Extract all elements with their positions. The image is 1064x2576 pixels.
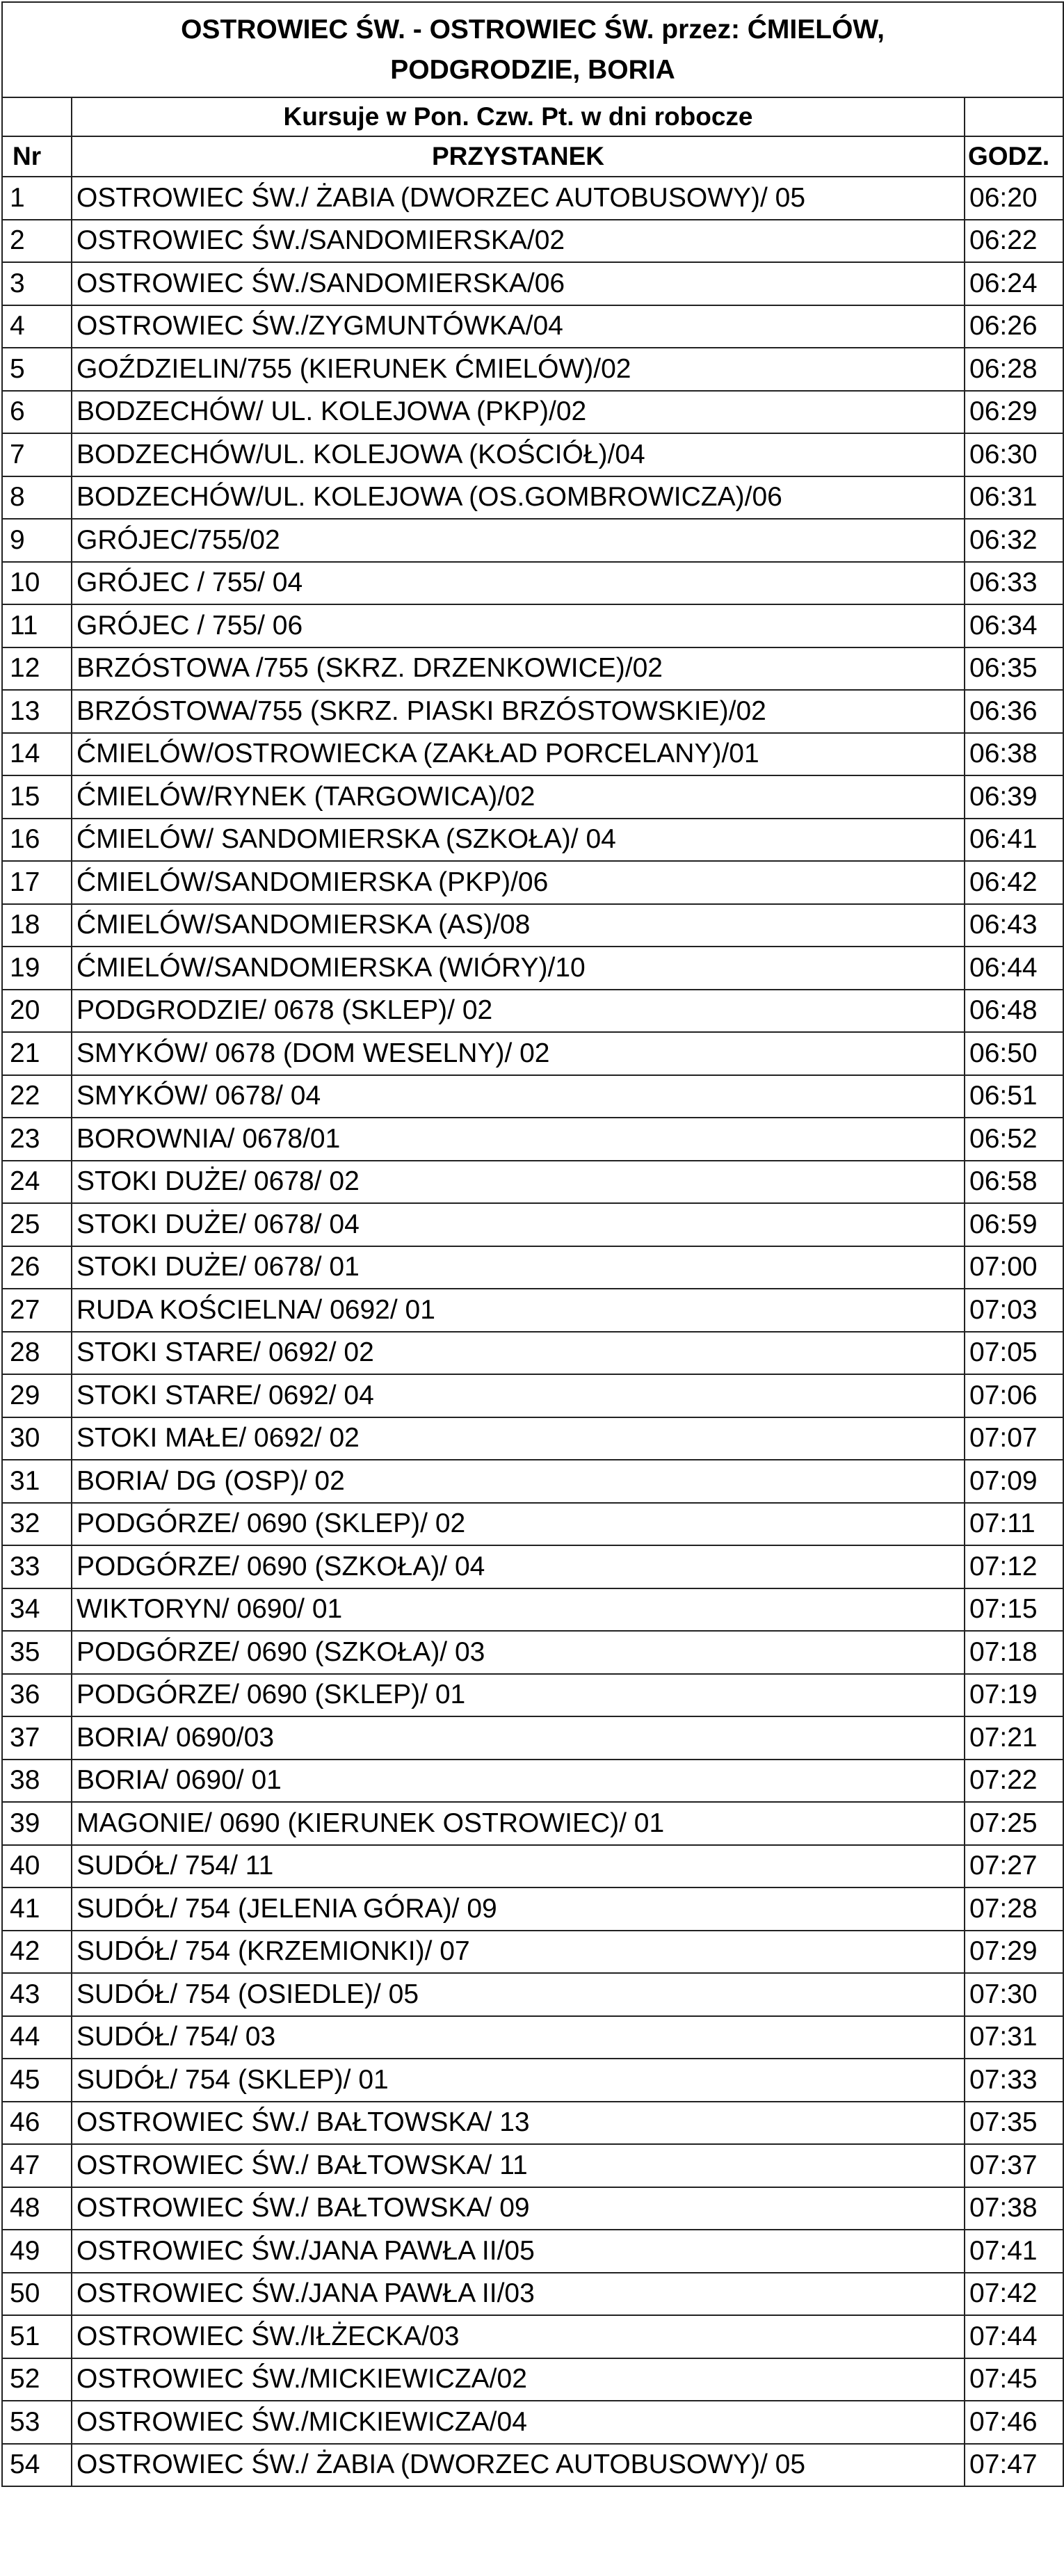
row-number: 28 (2, 1332, 72, 1375)
row-number: 7 (2, 433, 72, 476)
column-header-stop: PRZYSTANEK (72, 136, 965, 177)
departure-time: 07:33 (965, 2059, 1063, 2102)
row-number: 27 (2, 1289, 72, 1332)
row-number: 54 (2, 2444, 72, 2487)
stop-name: SUDÓŁ/ 754 (OSIEDLE)/ 05 (72, 1973, 965, 2016)
row-number: 26 (2, 1246, 72, 1289)
row-number: 16 (2, 819, 72, 862)
departure-time: 06:42 (965, 861, 1063, 904)
table-row (2, 2358, 1063, 2401)
stop-name: BORIA/ 0690/ 01 (72, 1760, 965, 1803)
row-number: 19 (2, 947, 72, 990)
row-number: 46 (2, 2102, 72, 2145)
table-row (2, 1802, 1063, 1845)
departure-time: 06:44 (965, 947, 1063, 990)
stop-name: WIKTORYN/ 0690/ 01 (72, 1588, 965, 1632)
row-number: 9 (2, 519, 72, 562)
departure-time: 06:33 (965, 562, 1063, 605)
table-row (2, 1460, 1063, 1503)
schedule-note-spacer-right (965, 97, 1063, 136)
departure-time: 07:09 (965, 1460, 1063, 1503)
stop-name: PODGÓRZE/ 0690 (SKLEP)/ 01 (72, 1674, 965, 1717)
stop-name: SUDÓŁ/ 754/ 11 (72, 1845, 965, 1888)
row-number: 38 (2, 1760, 72, 1803)
stop-name: GOŹDZIELIN/755 (KIERUNEK ĆMIELÓW)/02 (72, 348, 965, 391)
departure-time: 07:31 (965, 2016, 1063, 2059)
stop-name: ĆMIELÓW/RYNEK (TARGOWICA)/02 (72, 775, 965, 819)
column-header-nr: Nr (2, 136, 72, 177)
departure-time: 07:47 (965, 2444, 1063, 2487)
row-number: 43 (2, 1973, 72, 2016)
table-row (2, 1973, 1063, 2016)
row-number: 44 (2, 2016, 72, 2059)
stop-name: PODGRODZIE/ 0678 (SKLEP)/ 02 (72, 990, 965, 1033)
stop-name: BRZÓSTOWA/755 (SKRZ. PIASKI BRZÓSTOWSKIE)/02 (72, 690, 965, 733)
stop-name: ĆMIELÓW/OSTROWIECKA (ZAKŁAD PORCELANY)/01 (72, 733, 965, 776)
stop-name: OSTROWIEC ŚW./SANDOMIERSKA/06 (72, 262, 965, 305)
row-number: 39 (2, 1802, 72, 1845)
departure-time: 06:35 (965, 647, 1063, 691)
stop-name: OSTROWIEC ŚW./JANA PAWŁA II/05 (72, 2230, 965, 2273)
stop-name: OSTROWIEC ŚW./ZYGMUNTÓWKA/04 (72, 305, 965, 348)
departure-time: 06:28 (965, 348, 1063, 391)
row-number: 24 (2, 1161, 72, 1204)
table-row (2, 819, 1063, 862)
departure-time: 06:43 (965, 904, 1063, 947)
table-row (2, 1545, 1063, 1588)
departure-time: 07:27 (965, 1845, 1063, 1888)
column-header-time: GODZ. (965, 136, 1063, 177)
table-row (2, 1931, 1063, 1974)
row-number: 45 (2, 2059, 72, 2102)
row-number: 53 (2, 2401, 72, 2444)
table-row (2, 604, 1063, 647)
schedule-note-row (2, 97, 1063, 136)
stop-name: OSTROWIEC ŚW./MICKIEWICZA/04 (72, 2401, 965, 2444)
stop-name: ĆMIELÓW/ SANDOMIERSKA (SZKOŁA)/ 04 (72, 819, 965, 862)
row-number: 1 (2, 177, 72, 220)
row-number: 14 (2, 733, 72, 776)
stop-name: SMYKÓW/ 0678/ 04 (72, 1075, 965, 1118)
stop-name: ĆMIELÓW/SANDOMIERSKA (AS)/08 (72, 904, 965, 947)
departure-time: 07:25 (965, 1802, 1063, 1845)
stop-name: BOROWNIA/ 0678/01 (72, 1118, 965, 1161)
schedule-note-spacer (2, 97, 72, 136)
table-row (2, 1760, 1063, 1803)
row-number: 34 (2, 1588, 72, 1632)
departure-time: 07:28 (965, 1887, 1063, 1931)
table-row (2, 775, 1063, 819)
table-row (2, 2230, 1063, 2273)
stop-name: GRÓJEC/755/02 (72, 519, 965, 562)
departure-time: 06:30 (965, 433, 1063, 476)
departure-time: 07:41 (965, 2230, 1063, 2273)
stop-name: PODGÓRZE/ 0690 (SZKOŁA)/ 03 (72, 1631, 965, 1674)
stop-name: OSTROWIEC ŚW./ ŻABIA (DWORZEC AUTOBUSOWY)/ 05 (72, 2444, 965, 2487)
row-number: 2 (2, 220, 72, 263)
departure-time: 07:42 (965, 2273, 1063, 2316)
departure-time: 07:00 (965, 1246, 1063, 1289)
departure-time: 07:30 (965, 1973, 1063, 2016)
row-number: 17 (2, 861, 72, 904)
table-row (2, 990, 1063, 1033)
stop-name: STOKI MAŁE/ 0692/ 02 (72, 1417, 965, 1460)
table-row (2, 1631, 1063, 1674)
row-number: 42 (2, 1931, 72, 1974)
stop-name: ĆMIELÓW/SANDOMIERSKA (PKP)/06 (72, 861, 965, 904)
departure-time: 06:32 (965, 519, 1063, 562)
row-number: 49 (2, 2230, 72, 2273)
table-row (2, 1246, 1063, 1289)
table-row (2, 647, 1063, 691)
stop-name: OSTROWIEC ŚW./JANA PAWŁA II/03 (72, 2273, 965, 2316)
departure-time: 06:48 (965, 990, 1063, 1033)
row-number: 40 (2, 1845, 72, 1888)
row-number: 48 (2, 2187, 72, 2230)
stop-name: SUDÓŁ/ 754 (KRZEMIONKI)/ 07 (72, 1931, 965, 1974)
stop-name: OSTROWIEC ŚW./ BAŁTOWSKA/ 11 (72, 2144, 965, 2187)
stop-name: SUDÓŁ/ 754/ 03 (72, 2016, 965, 2059)
row-number: 13 (2, 690, 72, 733)
table-row (2, 220, 1063, 263)
table-row (2, 1075, 1063, 1118)
stop-name: MAGONIE/ 0690 (KIERUNEK OSTROWIEC)/ 01 (72, 1802, 965, 1845)
row-number: 21 (2, 1032, 72, 1075)
stop-name: OSTROWIEC ŚW./SANDOMIERSKA/02 (72, 220, 965, 263)
table-row (2, 562, 1063, 605)
table-row (2, 2016, 1063, 2059)
row-number: 41 (2, 1887, 72, 1931)
stop-name: RUDA KOŚCIELNA/ 0692/ 01 (72, 1289, 965, 1332)
row-number: 5 (2, 348, 72, 391)
table-row (2, 262, 1063, 305)
stop-name: SUDÓŁ/ 754 (JELENIA GÓRA)/ 09 (72, 1887, 965, 1931)
departure-time: 06:36 (965, 690, 1063, 733)
table-row (2, 348, 1063, 391)
departure-time: 06:34 (965, 604, 1063, 647)
row-number: 11 (2, 604, 72, 647)
table-row (2, 1417, 1063, 1460)
stop-name: STOKI STARE/ 0692/ 04 (72, 1374, 965, 1417)
stop-name: STOKI DUŻE/ 0678/ 02 (72, 1161, 965, 1204)
stop-name: OSTROWIEC ŚW./ ŻABIA (DWORZEC AUTOBUSOWY)/ 05 (72, 177, 965, 220)
row-number: 12 (2, 647, 72, 691)
departure-time: 07:03 (965, 1289, 1063, 1332)
table-row (2, 519, 1063, 562)
table-row (2, 1374, 1063, 1417)
table-row (2, 2315, 1063, 2358)
table-row (2, 2059, 1063, 2102)
row-number: 50 (2, 2273, 72, 2316)
departure-time: 07:22 (965, 1760, 1063, 1803)
stop-name: OSTROWIEC ŚW./ BAŁTOWSKA/ 09 (72, 2187, 965, 2230)
table-row (2, 733, 1063, 776)
row-number: 52 (2, 2358, 72, 2401)
table-row (2, 1289, 1063, 1332)
table-row (2, 391, 1063, 434)
row-number: 35 (2, 1631, 72, 1674)
row-number: 6 (2, 391, 72, 434)
table-row (2, 1118, 1063, 1161)
table-row (2, 177, 1063, 220)
departure-time: 06:24 (965, 262, 1063, 305)
departure-time: 06:51 (965, 1075, 1063, 1118)
stop-name: BODZECHÓW/UL. KOLEJOWA (OS.GOMBROWICZA)/06 (72, 476, 965, 520)
row-number: 47 (2, 2144, 72, 2187)
schedule-note: Kursuje w Pon. Czw. Pt. w dni robocze (72, 97, 965, 136)
timetable (1, 1, 1064, 2487)
departure-time: 07:46 (965, 2401, 1063, 2444)
table-row (2, 1332, 1063, 1375)
row-number: 51 (2, 2315, 72, 2358)
row-number: 4 (2, 305, 72, 348)
departure-time: 07:21 (965, 1716, 1063, 1760)
departure-time: 06:22 (965, 220, 1063, 263)
departure-time: 06:31 (965, 476, 1063, 520)
title-row (2, 2, 1063, 97)
table-row (2, 947, 1063, 990)
table-row (2, 690, 1063, 733)
stop-name: SMYKÓW/ 0678 (DOM WESELNY)/ 02 (72, 1032, 965, 1075)
departure-time: 06:29 (965, 391, 1063, 434)
stop-name: STOKI DUŻE/ 0678/ 04 (72, 1203, 965, 1246)
stop-name: OSTROWIEC ŚW./IŁŻECKA/03 (72, 2315, 965, 2358)
stop-name: BORIA/ DG (OSP)/ 02 (72, 1460, 965, 1503)
stop-name: BODZECHÓW/ UL. KOLEJOWA (PKP)/02 (72, 391, 965, 434)
departure-time: 07:15 (965, 1588, 1063, 1632)
departure-time: 07:05 (965, 1332, 1063, 1375)
row-number: 25 (2, 1203, 72, 1246)
departure-time: 07:44 (965, 2315, 1063, 2358)
row-number: 32 (2, 1503, 72, 1546)
stop-name: ĆMIELÓW/SANDOMIERSKA (WIÓRY)/10 (72, 947, 965, 990)
departure-time: 06:26 (965, 305, 1063, 348)
table-row (2, 2102, 1063, 2145)
departure-time: 07:45 (965, 2358, 1063, 2401)
row-number: 37 (2, 1716, 72, 1760)
departure-time: 06:20 (965, 177, 1063, 220)
row-number: 31 (2, 1460, 72, 1503)
departure-time: 06:50 (965, 1032, 1063, 1075)
departure-time: 07:29 (965, 1931, 1063, 1974)
stop-name: PODGÓRZE/ 0690 (SZKOŁA)/ 04 (72, 1545, 965, 1588)
row-number: 36 (2, 1674, 72, 1717)
route-title-line-1: OSTROWIEC ŚW. - OSTROWIEC ŚW. przez: ĆMIELÓW, (181, 14, 885, 45)
departure-time: 07:38 (965, 2187, 1063, 2230)
departure-time: 07:06 (965, 1374, 1063, 1417)
row-number: 15 (2, 775, 72, 819)
table-row (2, 2444, 1063, 2487)
table-row (2, 1588, 1063, 1632)
table-row (2, 861, 1063, 904)
stop-name: STOKI STARE/ 0692/ 02 (72, 1332, 965, 1375)
row-number: 23 (2, 1118, 72, 1161)
stop-name: SUDÓŁ/ 754 (SKLEP)/ 01 (72, 2059, 965, 2102)
departure-time: 07:35 (965, 2102, 1063, 2145)
row-number: 3 (2, 262, 72, 305)
row-number: 20 (2, 990, 72, 1033)
table-row (2, 2144, 1063, 2187)
stop-name: GRÓJEC / 755/ 04 (72, 562, 965, 605)
departure-time: 06:38 (965, 733, 1063, 776)
departure-time: 07:12 (965, 1545, 1063, 1588)
departure-time: 07:11 (965, 1503, 1063, 1546)
departure-time: 06:52 (965, 1118, 1063, 1161)
row-number: 33 (2, 1545, 72, 1588)
table-row (2, 2273, 1063, 2316)
stop-name: BODZECHÓW/UL. KOLEJOWA (KOŚCIÓŁ)/04 (72, 433, 965, 476)
departure-time: 06:59 (965, 1203, 1063, 1246)
row-number: 18 (2, 904, 72, 947)
stop-name: OSTROWIEC ŚW./MICKIEWICZA/02 (72, 2358, 965, 2401)
stop-name: BRZÓSTOWA /755 (SKRZ. DRZENKOWICE)/02 (72, 647, 965, 691)
stop-name: PODGÓRZE/ 0690 (SKLEP)/ 02 (72, 1503, 965, 1546)
departure-time: 07:19 (965, 1674, 1063, 1717)
row-number: 8 (2, 476, 72, 520)
row-number: 10 (2, 562, 72, 605)
table-row (2, 305, 1063, 348)
table-row (2, 476, 1063, 520)
row-number: 29 (2, 1374, 72, 1417)
table-row (2, 1503, 1063, 1546)
table-row (2, 1887, 1063, 1931)
table-row (2, 1161, 1063, 1204)
column-header-row (2, 136, 1063, 177)
table-row (2, 1845, 1063, 1888)
timetable-body (2, 2, 1063, 2486)
row-number: 22 (2, 1075, 72, 1118)
row-number: 30 (2, 1417, 72, 1460)
departure-time: 06:58 (965, 1161, 1063, 1204)
route-title (2, 2, 1063, 97)
table-row (2, 433, 1063, 476)
table-row (2, 2187, 1063, 2230)
table-row (2, 1716, 1063, 1760)
table-row (2, 2401, 1063, 2444)
table-row (2, 904, 1063, 947)
departure-time: 07:07 (965, 1417, 1063, 1460)
departure-time: 07:37 (965, 2144, 1063, 2187)
departure-time: 07:18 (965, 1631, 1063, 1674)
stop-name: OSTROWIEC ŚW./ BAŁTOWSKA/ 13 (72, 2102, 965, 2145)
route-title-line-2: PODGRODZIE, BORIA (390, 54, 675, 85)
stop-name: GRÓJEC / 755/ 06 (72, 604, 965, 647)
table-row (2, 1032, 1063, 1075)
departure-time: 06:41 (965, 819, 1063, 862)
table-row (2, 1203, 1063, 1246)
stop-name: STOKI DUŻE/ 0678/ 01 (72, 1246, 965, 1289)
stop-name: BORIA/ 0690/03 (72, 1716, 965, 1760)
table-row (2, 1674, 1063, 1717)
departure-time: 06:39 (965, 775, 1063, 819)
